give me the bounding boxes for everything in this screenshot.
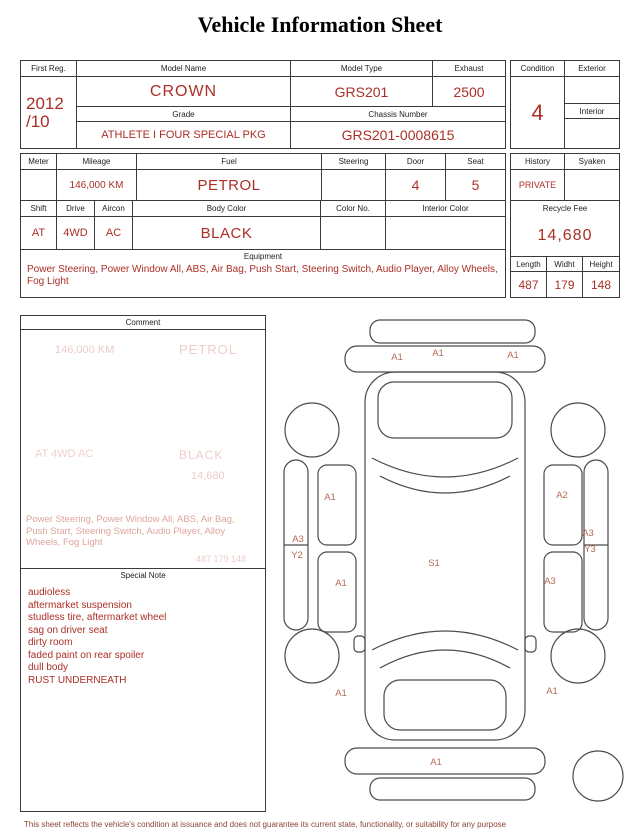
exhaust-value: 2500: [433, 77, 505, 107]
damage-label: A3: [292, 534, 304, 545]
first-reg-label: First Reg.: [21, 61, 77, 77]
drive-label: Drive: [57, 201, 95, 217]
registration-table: [20, 60, 506, 149]
damage-label: A1: [324, 492, 336, 503]
model-type-label: Model Type: [291, 61, 433, 77]
recycle-fee-value: 14,680: [537, 227, 593, 244]
model-name-label: Model Name: [77, 61, 291, 77]
damage-label: Y2: [291, 550, 303, 561]
car-damage-diagram: [270, 312, 630, 807]
spec-row-1: [21, 154, 505, 201]
color-no-label: Color No.: [321, 201, 386, 217]
shift-label: Shift: [21, 201, 57, 217]
car-diagram-svg: [270, 312, 630, 807]
special-note-item: audioless: [28, 587, 71, 598]
syaken-label: Syaken: [565, 154, 619, 170]
damage-label: A1: [432, 348, 444, 359]
shift-value: AT: [21, 217, 57, 249]
ghost-text: BLACK: [179, 448, 224, 462]
exterior-label: Exterior: [565, 61, 619, 77]
exhaust-label: Exhaust: [433, 61, 505, 77]
meter-label: Meter: [21, 154, 57, 170]
special-note-item: aftermarket suspension: [28, 599, 132, 611]
damage-label: A1: [391, 352, 403, 363]
grade-value: ATHLETE I FOUR SPECIAL PKG: [77, 122, 291, 148]
damage-label: A3: [582, 528, 594, 539]
ghost-text: Power Steering, Power Window All, ABS, Air Bag, Push Start, Steering Switch, Audio Player, Alloy Wheels, Fog Light: [26, 514, 235, 548]
ghost-text: PETROL: [179, 342, 238, 357]
history-table: [510, 153, 620, 298]
damage-label: A1: [430, 757, 442, 768]
width-value: 179: [547, 272, 583, 297]
recycle-fee-label: Recycle Fee: [542, 204, 588, 213]
height-label: Height: [583, 257, 619, 272]
recycle-fee-section: [511, 201, 619, 257]
special-note-list: [21, 582, 265, 811]
damage-label: A2: [556, 490, 568, 501]
ghost-text: 487 179 148: [196, 554, 247, 564]
widht-label: Widht: [547, 257, 583, 272]
history-row: [511, 154, 619, 201]
car-body-outline: [354, 372, 536, 740]
history-label: History: [511, 154, 565, 170]
special-note-item: dirty room: [28, 637, 73, 648]
seat-value: 5: [471, 177, 480, 193]
comment-box: [20, 315, 266, 812]
damage-labels: [291, 348, 596, 768]
spec-table: [20, 153, 506, 298]
damage-label: A1: [335, 688, 347, 699]
dimensions-section: [511, 257, 619, 297]
condition-label: Condition: [511, 61, 565, 77]
color-no-value: [321, 217, 386, 249]
body-color-value: BLACK: [133, 217, 321, 249]
interior-value: [565, 119, 619, 148]
model-name-value: CROWN: [77, 77, 291, 107]
interior-color-label: Interior Color: [386, 201, 505, 217]
equipment-list: Power Steering, Power Window All, ABS, Air Bag, Push Start, Steering Switch, Audio Player, Alloy Wheels, Fog Light: [27, 264, 498, 287]
interior-label: Interior: [565, 104, 619, 119]
comment-area: [21, 330, 265, 568]
steering-label: Steering: [322, 154, 386, 170]
interior-color-value: [386, 217, 505, 249]
special-note-item: dull body: [28, 662, 69, 673]
special-note-label: Special Note: [21, 568, 265, 582]
damage-label: A1: [335, 578, 347, 589]
damage-label: A3: [544, 576, 556, 587]
model-type-value: GRS201: [291, 77, 433, 107]
fuel-value: PETROL: [137, 170, 322, 200]
ghost-text: 14,680: [191, 470, 225, 482]
drive-value: 4WD: [57, 217, 95, 249]
length-label: Length: [511, 257, 547, 272]
damage-label: A1: [546, 686, 558, 697]
equipment-label: Equipment: [243, 252, 283, 261]
special-note-item: RUST UNDERNEATH: [28, 674, 127, 686]
equipment-section: [21, 250, 505, 297]
aircon-value: AC: [95, 217, 133, 249]
exterior-value: [565, 77, 619, 104]
door-panels: [318, 465, 582, 632]
length-value: 487: [511, 272, 547, 297]
ghost-text: AT 4WD AC: [35, 448, 94, 460]
front-bumper-shapes: [345, 748, 623, 801]
spec-row-2: [21, 201, 505, 250]
special-note-item: faded paint on rear spoiler: [28, 649, 145, 661]
door-label: Door: [386, 154, 446, 170]
special-note-item: studless tire, aftermarket wheel: [28, 612, 167, 623]
ghost-text: 146,000 KM: [55, 344, 115, 356]
rear-bumper-shapes: [345, 320, 545, 372]
disclaimer-text: This sheet reflects the vehicle's condition at issuance and does not guarantee its current state, functionality, or suitability for any purpose: [24, 820, 507, 829]
damage-label: A1: [507, 350, 519, 361]
spare-wheel-icon: [573, 751, 623, 801]
height-value: 148: [590, 277, 612, 292]
meter-value: [21, 170, 57, 200]
grade-label: Grade: [77, 107, 291, 122]
condition-grade-value: 4: [511, 77, 565, 148]
aircon-label: Aircon: [95, 201, 133, 217]
fuel-label: Fuel: [137, 154, 322, 170]
history-value: PRIVATE: [511, 170, 565, 200]
steering-value: [322, 170, 386, 200]
door-value: 4: [386, 170, 446, 200]
chassis-number-label: Chassis Number: [291, 107, 505, 122]
first-reg-value: [21, 77, 77, 148]
syaken-value: [565, 170, 619, 200]
body-color-label: Body Color: [133, 201, 321, 217]
first-reg-year: 2012: [26, 93, 64, 113]
page-title: Vehicle Information Sheet: [197, 12, 443, 37]
mileage-value: 146,000 KM: [57, 170, 137, 200]
mileage-label: Mileage: [57, 154, 137, 170]
first-reg-month: /10: [26, 111, 50, 131]
special-note-item: sag on driver seat: [28, 624, 108, 636]
wheel-icons: [285, 403, 605, 683]
condition-table: [510, 60, 620, 149]
comment-label: Comment: [21, 316, 265, 330]
damage-label: S1: [428, 558, 440, 569]
chassis-number-value: GRS201-0008615: [341, 127, 455, 143]
seat-label: Seat: [446, 154, 505, 170]
damage-label: Y3: [584, 544, 596, 555]
